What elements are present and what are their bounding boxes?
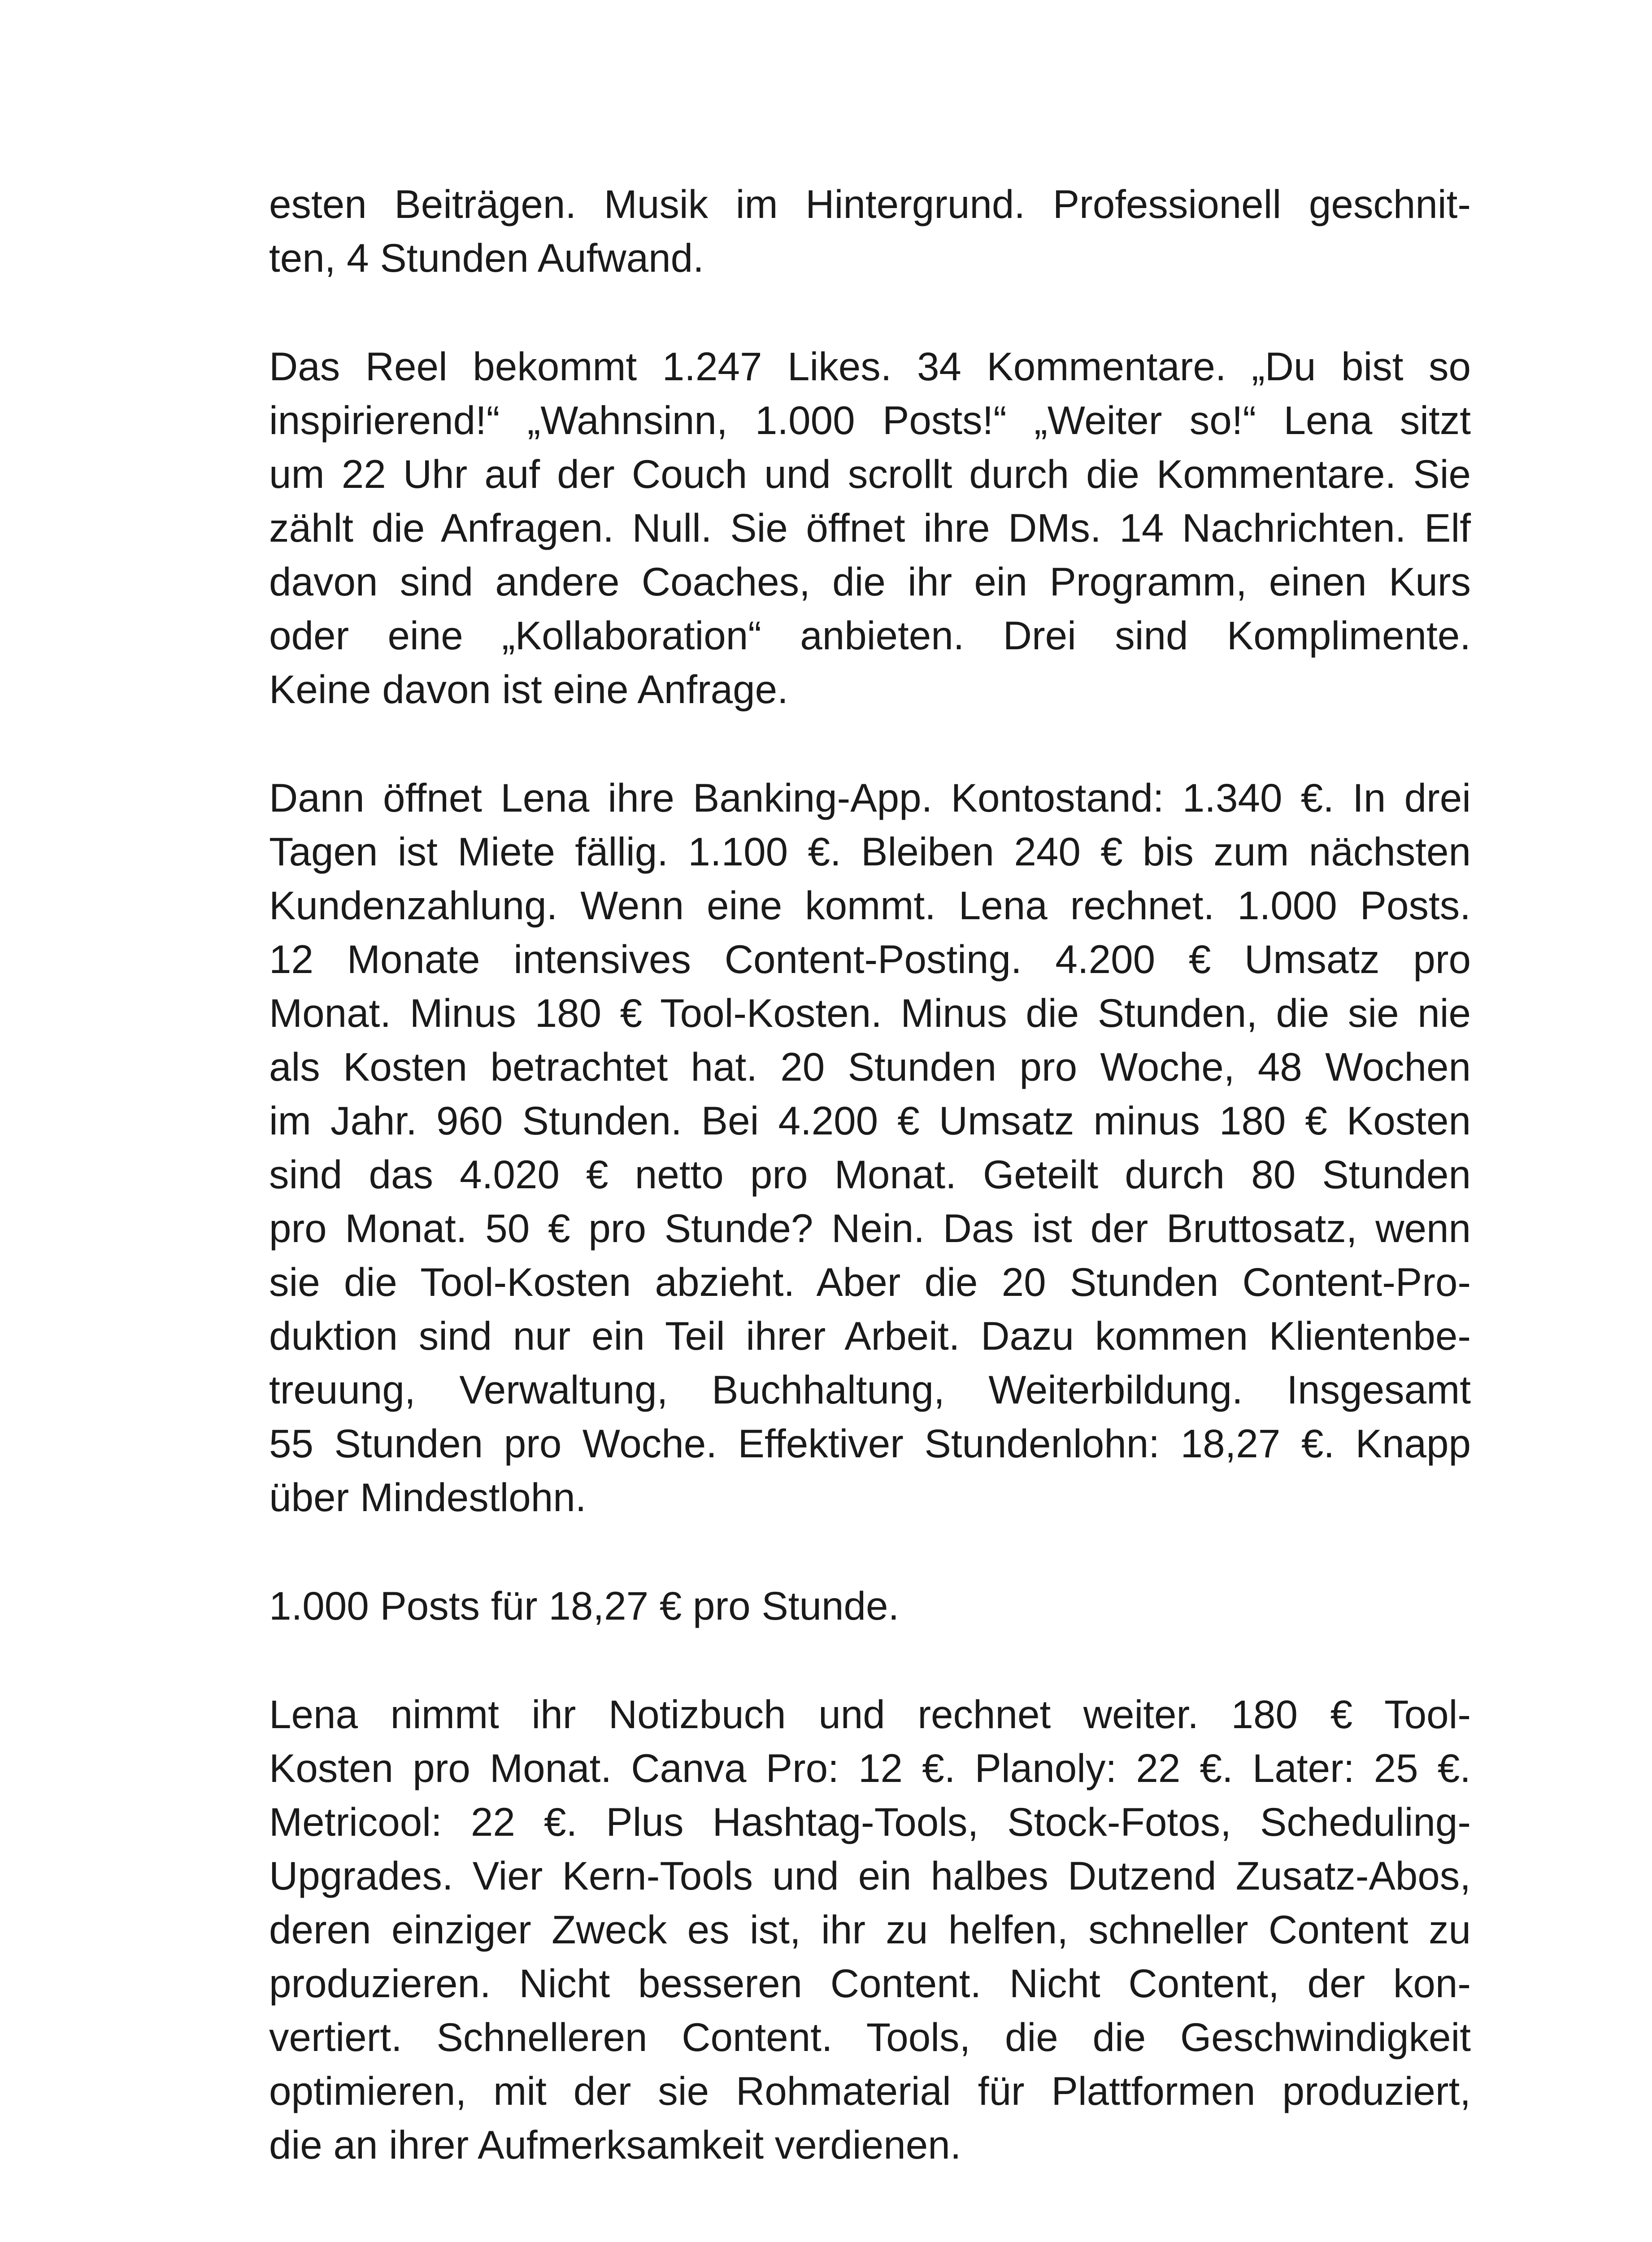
text-line: Monat. Minus 180 € Tool-Kosten. Minus die Stunden, die sie nie	[269, 991, 1471, 1035]
text-line: im Jahr. 960 Stunden. Bei 4.200 € Umsatz minus 180 € Kosten	[269, 1098, 1471, 1143]
text-line: um 22 Uhr auf der Couch und scrollt durch die Kommentare. Sie	[269, 452, 1471, 496]
text-line: optimieren, mit der sie Rohmaterial für Plattformen produziert,	[269, 2068, 1471, 2113]
text-line: Kosten pro Monat. Canva Pro: 12 €. Planoly: 22 €. Later: 25 €.	[269, 1746, 1471, 1790]
paragraph-1	[269, 177, 1471, 285]
text-line: sind das 4.020 € netto pro Monat. Geteilt durch 80 Stunden	[269, 1152, 1471, 1197]
text-line: vertiert. Schnelleren Content. Tools, die die Geschwindigkeit	[269, 2015, 1471, 2060]
text-line: davon sind andere Coaches, die ihr ein Programm, einen Kurs	[269, 559, 1471, 604]
paragraph-2	[269, 339, 1471, 716]
text-line: treuung, Verwaltung, Buchhaltung, Weiterbildung. Insgesamt	[269, 1367, 1471, 1412]
text-line: esten Beiträgen. Musik im Hintergrund. Professionell geschnit-	[269, 182, 1471, 226]
text-line: Dann öffnet Lena ihre Banking-App. Kontostand: 1.340 €. In drei	[269, 775, 1471, 820]
text-line: Keine davon ist eine Anfrage.	[269, 667, 788, 712]
text-line: Tagen ist Miete fällig. 1.100 €. Bleiben 240 € bis zum nächsten	[269, 829, 1471, 874]
text-line: 55 Stunden pro Woche. Effektiver Stundenlohn: 18,27 €. Knapp	[269, 1421, 1471, 1466]
text-line: 12 Monate intensives Content-Posting. 4.200 € Umsatz pro	[269, 937, 1471, 982]
body-text	[269, 177, 1471, 2226]
paragraph-5	[269, 1687, 1471, 2172]
text-line: inspirierend!“ „Wahnsinn, 1.000 Posts!“ „Weiter so!“ Lena sitzt	[269, 398, 1471, 443]
text-line: deren einziger Zweck es ist, ihr zu helfen, schneller Content zu	[269, 1907, 1471, 1952]
text-line: duktion sind nur ein Teil ihrer Arbeit. Dazu kommen Klientenbe-	[269, 1313, 1471, 1358]
text-line: Kundenzahlung. Wenn eine kommt. Lena rechnet. 1.000 Posts.	[269, 883, 1471, 928]
paragraph-3	[269, 771, 1471, 1524]
text-line: Metricool: 22 €. Plus Hashtag-Tools, Stock-Fotos, Scheduling-	[269, 1799, 1471, 1844]
text-line: sie die Tool-Kosten abzieht. Aber die 20 Stunden Content-Pro-	[269, 1260, 1471, 1304]
text-line: Lena nimmt ihr Notizbuch und rechnet weiter. 180 € Tool-	[269, 1692, 1471, 1737]
text-line: 1.000 Posts für 18,27 € pro Stunde.	[269, 1583, 900, 1628]
text-line: Das Reel bekommt 1.247 Likes. 34 Kommentare. „Du bist so	[269, 344, 1471, 389]
text-line: oder eine „Kollaboration“ anbieten. Drei sind Komplimente.	[269, 613, 1471, 658]
text-line: die an ihrer Aufmerksamkeit verdienen.	[269, 2122, 961, 2167]
text-line: als Kosten betrachtet hat. 20 Stunden pro Woche, 48 Wochen	[269, 1044, 1471, 1089]
text-line: ten, 4 Stunden Aufwand.	[269, 235, 704, 280]
text-line: Upgrades. Vier Kern-Tools und ein halbes Dutzend Zusatz-Abos,	[269, 1853, 1471, 1898]
text-line: pro Monat. 50 € pro Stunde? Nein. Das ist der Bruttosatz, wenn	[269, 1206, 1471, 1251]
paragraph-4	[269, 1579, 1471, 1633]
text-line: zählt die Anfragen. Null. Sie öffnet ihre DMs. 14 Nachrichten. Elf	[269, 505, 1471, 550]
text-line: über Mindestlohn.	[269, 1475, 587, 1520]
text-line: produzieren. Nicht besseren Content. Nicht Content, der kon-	[269, 1961, 1471, 2006]
